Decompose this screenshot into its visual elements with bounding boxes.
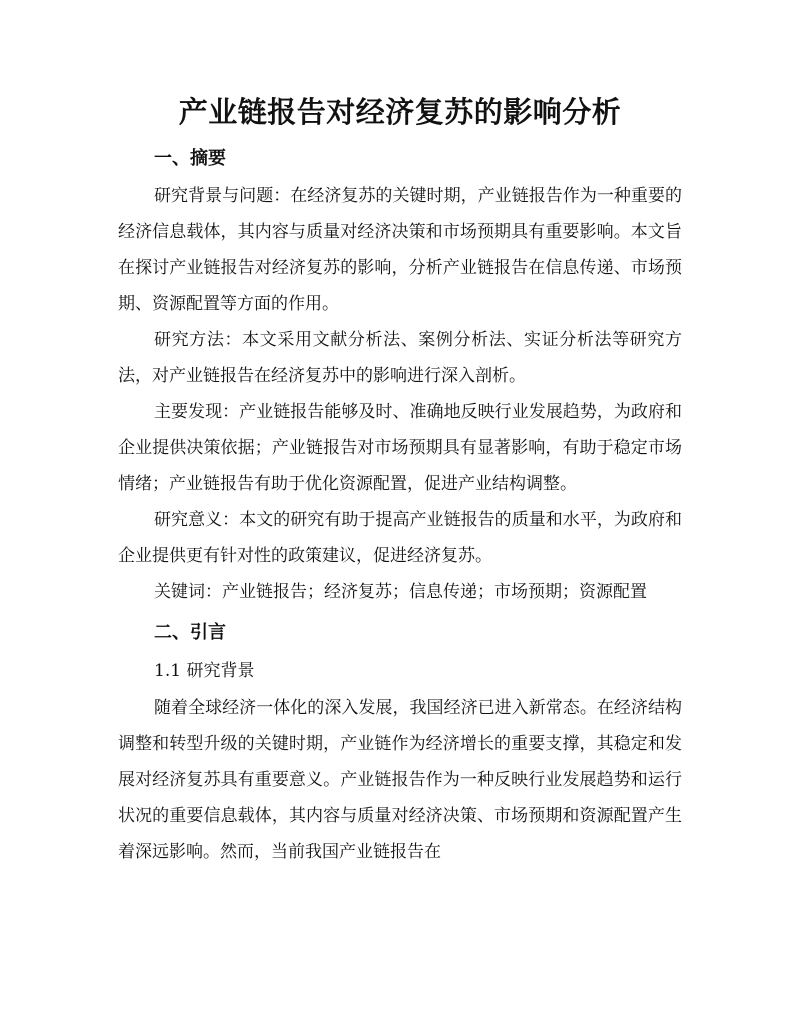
subheading-research-background: 1.1 研究背景 bbox=[154, 661, 255, 681]
abstract-background-paragraph: 研究背景与问题：在经济复苏的关键时期，产业链报告作为一种重要的经济信息载体，其内容与质量对经济决策和市场预期具有重要影响。本文旨在探讨产业链报告对经济复苏的影响，分析产业链报告在信息传递、市场预期、资源配置等方面的作用。 bbox=[118, 186, 682, 314]
section-heading-introduction: 二、引言 bbox=[154, 622, 226, 643]
document-title: 产业链报告对经济复苏的影响分析 bbox=[178, 95, 622, 129]
abstract-keywords-paragraph: 关键词：产业链报告；经济复苏；信息传递；市场预期；资源配置 bbox=[154, 582, 647, 602]
introduction-paragraph: 随着全球经济一体化的深入发展，我国经济已进入新常态。在经济结构调整和转型升级的关键时期，产业链作为经济增长的重要支撑，其稳定和发展对经济复苏具有重要意义。产业链报告作为一种反映行业发展趋势和运行状况的重要信息载体，其内容与质量对经济决策、市场预期和资源配置产生着深远影响。然而，当前我国产业链报告在 bbox=[118, 698, 682, 862]
section-heading-abstract: 一、摘要 bbox=[154, 148, 226, 169]
abstract-findings-paragraph: 主要发现：产业链报告能够及时、准确地反映行业发展趋势，为政府和企业提供决策依据；产业链报告对市场预期具有显著影响，有助于稳定市场情绪；产业链报告有助于优化资源配置，促进产业结构调整。 bbox=[118, 402, 682, 494]
abstract-method-paragraph: 研究方法：本文采用文献分析法、案例分析法、实证分析法等研究方法，对产业链报告在经济复苏中的影响进行深入剖析。 bbox=[118, 330, 682, 386]
abstract-significance-paragraph: 研究意义：本文的研究有助于提高产业链报告的质量和水平，为政府和企业提供更有针对性的政策建议，促进经济复苏。 bbox=[118, 510, 682, 566]
